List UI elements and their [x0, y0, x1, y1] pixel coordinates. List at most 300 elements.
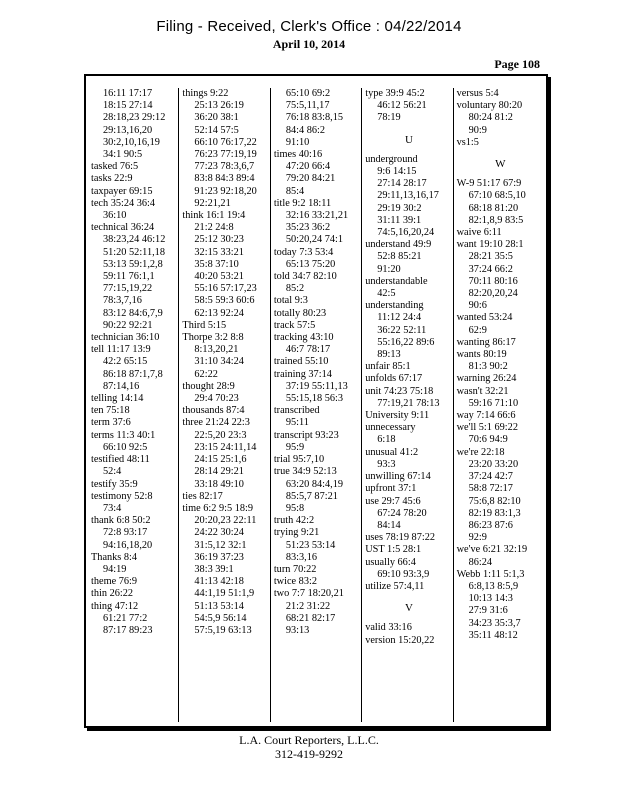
index-entry	[365, 532, 452, 544]
index-entry-line: taxpayer 69:15	[91, 185, 153, 197]
index-entry-refs: 29:19 30:2	[377, 202, 422, 214]
index-entry-line: Third 5:15	[182, 319, 227, 331]
index-entry	[182, 320, 269, 332]
index-entry	[182, 381, 269, 405]
index-entry-line: 65:10 69:2	[285, 88, 331, 99]
index-entry-line: Webb 1:11 5:1,3	[456, 568, 525, 580]
index-entry-refs: 51:13 53:14	[194, 600, 244, 612]
index-entry-refs: 8:13,20,21	[194, 344, 239, 356]
index-entry-refs: 6:8,13 8:5,9	[468, 580, 519, 592]
index-entry	[274, 430, 361, 454]
index-entry-refs: 91:10	[285, 136, 310, 148]
index-entry-line: tasks 22:9	[91, 173, 133, 185]
index-entry	[365, 635, 452, 647]
index-entry-line: warning 26:24	[456, 373, 517, 385]
index-columns	[88, 88, 544, 722]
index-entry	[457, 544, 544, 568]
index-entry	[274, 198, 361, 247]
index-entry-refs: 27:9 31:6	[468, 605, 508, 617]
index-entry	[457, 337, 544, 349]
index-entry-refs: 9:6 14:15	[377, 166, 417, 178]
index-entry-line: unwilling 67:14	[365, 471, 431, 483]
index-entry-refs: 52:14 57:5	[194, 124, 239, 136]
index-entry	[182, 210, 269, 320]
index-entry	[457, 447, 544, 545]
index-entry-line: telling 14:14	[91, 393, 144, 405]
index-entry-refs: 52:8 85:21	[377, 251, 422, 263]
index-entry	[182, 417, 269, 490]
index-entry	[91, 393, 178, 405]
index-entry	[182, 491, 269, 503]
index-entry-line: testified 48:11	[91, 454, 150, 466]
index-entry	[457, 137, 544, 149]
index-entry	[365, 544, 452, 556]
index-entry-refs: 91:23 92:18,20	[194, 185, 257, 197]
index-entry	[91, 405, 178, 417]
index-entry-refs: 85:5,7 87:21	[285, 490, 338, 502]
index-entry-refs: 83:3,16	[285, 551, 317, 563]
index-entry-line: unnecessary	[365, 422, 416, 434]
index-entry-line: total 9:3	[273, 295, 308, 307]
index-entry-line: want 19:10 28:1	[456, 239, 524, 251]
index-entry-refs: 82:19 83:1,3	[468, 507, 521, 519]
index-entry-refs: 41:13 42:18	[194, 576, 244, 588]
index-entry-refs: 38:3 39:1	[194, 563, 234, 575]
index-entry	[365, 300, 452, 361]
index-entry-refs: 29:13,16,20	[103, 124, 153, 136]
index-entry	[457, 178, 544, 227]
index-entry	[91, 161, 178, 173]
index-entry-line: Thanks 8:4	[91, 551, 138, 563]
index-entry	[457, 100, 544, 137]
index-entry-refs: 92:9	[468, 532, 487, 544]
index-entry	[91, 222, 178, 332]
index-entry-refs: 23:15 24:11,14	[194, 441, 257, 453]
index-entry-line: think 16:1 19:4	[182, 210, 246, 222]
index-entry-refs: 92:21,21	[194, 197, 231, 209]
index-entry-line: ten 75:18	[91, 405, 130, 417]
index-entry-line: transcript 93:23	[273, 429, 339, 441]
index-entry-line: things 9:22	[182, 88, 229, 99]
index-entry-line: way 7:14 66:6	[456, 410, 516, 422]
index-entry	[365, 88, 452, 125]
index-column	[270, 88, 361, 722]
index-entry-line: thing 47:12	[91, 600, 139, 612]
index-entry-line: three 21:24 22:3	[182, 417, 250, 429]
index-entry-line: true 34:9 52:13	[273, 466, 337, 478]
index-entry-refs: 80:24 81:2	[468, 112, 513, 124]
index-entry	[274, 564, 361, 576]
index-entry-line: training 37:14	[273, 368, 332, 380]
index-entry-refs: 68:18 81:20	[468, 202, 519, 214]
index-entry	[91, 186, 178, 198]
index-entry-refs: 59:16 71:10	[468, 397, 519, 409]
section-letter: W	[495, 158, 506, 171]
index-entry	[274, 576, 361, 588]
index-entry-line: wasn't 32:21	[456, 385, 509, 397]
index-entry-refs: 44:1,19 51:1,9	[194, 588, 255, 600]
index-entry-refs: 33:18 49:10	[194, 478, 244, 490]
index-column	[178, 88, 269, 722]
index-entry-refs: 87:17 89:23	[103, 624, 153, 636]
index-entry-refs: 46:12 56:21	[377, 100, 427, 112]
index-entry	[365, 373, 452, 385]
index-entry-line: wanting 86:17	[456, 336, 516, 348]
index-entry-refs: 93:3	[377, 458, 396, 470]
index-entry-line: thousands 87:4	[182, 405, 245, 417]
index-entry	[365, 496, 452, 533]
index-entry-refs: 32:16 33:21,21	[285, 210, 349, 222]
index-entry-line: tasked 76:5	[91, 161, 139, 173]
index-entry-line: told 34:7 82:10	[273, 271, 337, 283]
index-entry-refs: 46:7 78:17	[285, 344, 331, 356]
index-entry	[91, 588, 178, 600]
index-entry-refs: 42:5	[377, 288, 396, 300]
index-entry-refs: 53:13 59:1,2,8	[103, 258, 163, 270]
index-entry-refs: 82:20,20,24	[468, 288, 518, 300]
index-column	[361, 88, 452, 722]
index-entry	[457, 227, 544, 239]
index-entry-refs: 21:2 31:22	[285, 600, 331, 612]
index-entry	[274, 515, 361, 527]
index-entry-refs: 62:9	[468, 324, 487, 336]
index-entry	[274, 295, 361, 307]
section-letter: U	[404, 133, 413, 146]
index-column	[88, 88, 178, 722]
index-entry-refs: 66:10 76:17,22	[194, 136, 257, 148]
index-entry-refs: 63:20 84:4,19	[285, 478, 344, 490]
index-entry-refs: 90:6	[468, 300, 487, 312]
index-entry-line: two 7:7 18:20,21	[273, 588, 344, 600]
index-entry-line: title 9:2 18:11	[273, 197, 332, 209]
page-number: Page 108	[494, 57, 540, 71]
index-entry	[274, 454, 361, 466]
index-entry	[365, 581, 452, 593]
index-entry-refs: 55:15,18 56:3	[285, 393, 344, 405]
index-entry	[274, 356, 361, 368]
index-entry-refs: 83:12 84:6,7,9	[103, 307, 163, 319]
index-entry-refs: 28:21 35:5	[468, 251, 513, 263]
index-entry-refs: 51:23 53:14	[285, 539, 336, 551]
index-entry	[365, 276, 452, 300]
index-entry-refs: 61:21 77:2	[103, 612, 148, 624]
index-entry-line: totally 80:23	[273, 307, 327, 319]
index-entry-refs: 36:22 52:11	[377, 324, 427, 336]
index-entry-refs: 90:22 92:21	[103, 319, 153, 331]
index-entry-line: waive 6:11	[456, 227, 502, 239]
index-entry-line: University 9:11	[365, 410, 430, 422]
index-entry-refs: 34:23 35:3,7	[468, 617, 521, 629]
index-entry-line: valid 33:16	[365, 622, 412, 634]
index-entry-refs: 25:12 30:23	[194, 234, 244, 246]
index-entry-refs: 20:20,23 22:11	[194, 515, 257, 527]
index-column	[453, 88, 544, 722]
index-entry	[457, 239, 544, 312]
index-entry	[274, 320, 361, 332]
index-entry	[457, 386, 544, 410]
index-entry-line: type 39:9 45:2	[365, 88, 425, 99]
index-entry-refs: 52:4	[103, 466, 122, 478]
index-entry-refs: 85:2	[285, 283, 305, 295]
index-entry	[274, 405, 361, 429]
index-entry	[274, 308, 361, 320]
section-letter: V	[404, 602, 413, 615]
index-entry-refs: 77:19,21 78:13	[377, 397, 440, 409]
index-entry	[274, 527, 361, 564]
index-entry-line: ties 82:17	[182, 490, 223, 502]
index-entry	[91, 491, 178, 515]
index-entry-refs: 55:16 57:17,23	[194, 283, 257, 295]
index-entry-refs: 40:20 53:21	[194, 271, 244, 283]
index-entry-refs: 86:23 87:6	[468, 519, 513, 531]
index-entry-refs: 58:8 72:17	[468, 483, 513, 495]
index-entry	[91, 552, 178, 576]
index-entry	[457, 88, 544, 100]
index-entry	[365, 154, 452, 239]
index-entry	[274, 369, 361, 406]
index-entry-line: truth 42:2	[273, 515, 315, 527]
index-entry-refs: 62:22	[194, 368, 218, 380]
index-entry-line: understandable	[365, 275, 428, 287]
index-entry-line: trial 95:7,10	[273, 454, 325, 466]
index-entry-refs: 86:18 87:1,7,8	[103, 368, 163, 380]
index-entry-refs: 29:4 70:23	[194, 393, 239, 405]
index-entry-refs: 24:15 25:1,6	[194, 454, 247, 466]
index-entry-refs: 21:2 24:8	[194, 222, 234, 234]
index-entry-refs: 81:3 90:2	[468, 361, 508, 373]
index-entry-refs: 22:5,20 23:3	[194, 429, 247, 441]
index-entry-line: testify 35:9	[91, 478, 138, 490]
index-entry-refs: 78:19	[377, 112, 401, 124]
index-entry-line: versus 5:4	[456, 88, 499, 99]
index-entry-refs: 50:20,24 74:1	[285, 234, 344, 246]
index-entry-refs: 94:19	[103, 563, 127, 575]
index-entry-refs: 34:1 90:5	[103, 149, 143, 161]
index-entry-line: we're 22:18	[456, 446, 505, 458]
index-entry-refs: 31:5,12 32:1	[194, 539, 247, 551]
index-entry-refs: 84:14	[377, 519, 401, 531]
index-entry-line: trained 55:10	[273, 356, 329, 368]
index-entry	[365, 557, 452, 581]
index-entry-refs: 95:8	[285, 502, 305, 514]
index-entry-refs: 87:14,16	[103, 380, 140, 392]
index-entry-refs: 57:5,19 63:13	[194, 624, 252, 636]
index-entry-refs: 55:16,22 89:6	[377, 336, 435, 348]
index-entry-line: wants 80:19	[456, 349, 507, 361]
index-entry-refs: 51:20 52:11,18	[103, 246, 165, 258]
index-entry-refs: 42:2 65:15	[103, 356, 148, 368]
index-entry-line: tell 11:17 13:9	[91, 344, 151, 356]
index-entry-refs: 93:13	[285, 624, 310, 636]
index-entry-line: technician 36:10	[91, 332, 160, 344]
index-entry	[457, 373, 544, 385]
index-entry-refs: 38:23,24 46:12	[103, 234, 166, 246]
index-entry-line: terms 11:3 40:1	[91, 429, 156, 441]
index-entry-refs: 73:4	[103, 502, 122, 514]
index-entry	[457, 569, 544, 642]
index-entry-line: thin 26:22	[91, 588, 134, 600]
index-entry	[182, 405, 269, 417]
index-entry-line: Thorpe 3:2 8:8	[182, 332, 244, 344]
index-entry-refs: 24:22 30:24	[194, 527, 244, 539]
index-entry	[274, 588, 361, 637]
index-entry-refs: 29:11,13,16,17	[377, 190, 439, 202]
index-entry-line: upfront 37:1	[365, 483, 417, 495]
index-entry-refs: 78:3,7,16	[103, 295, 142, 307]
index-entry-line: voluntary 80:20	[456, 100, 523, 112]
index-entry	[274, 247, 361, 271]
index-entry	[91, 88, 178, 161]
index-entry-refs: 28:18,23 29:12	[103, 112, 166, 124]
index-entry-refs: 10:13 14:3	[468, 593, 513, 605]
index-entry	[274, 149, 361, 198]
index-entry-refs: 11:12 24:4	[377, 312, 422, 324]
index-entry	[457, 349, 544, 373]
index-entry	[182, 503, 269, 637]
index-entry-line: times 40:16	[273, 149, 323, 161]
index-entry	[91, 417, 178, 429]
index-entry-line: use 29:7 45:6	[365, 495, 421, 507]
index-entry	[274, 466, 361, 515]
index-entry-line: 16:11 17:17	[103, 88, 153, 99]
index-entry-refs: 77:23 78:3,6,7	[194, 161, 255, 173]
index-entry-line: today 7:3 53:4	[273, 246, 334, 258]
index-entry-line: term 37:6	[91, 417, 131, 429]
index-entry-refs: 75:5,11,17	[285, 100, 330, 112]
index-entry	[91, 173, 178, 185]
index-entry-refs: 59:11 76:1,1	[103, 271, 155, 283]
index-entry-line: utilize 57:4,11	[365, 580, 425, 592]
index-entry	[457, 422, 544, 446]
index-entry-line: understanding	[365, 300, 424, 312]
index-entry-line: unfair 85:1	[365, 361, 411, 373]
index-entry-line: unfolds 67:17	[365, 373, 423, 385]
index-entry	[365, 471, 452, 483]
index-entry	[91, 515, 178, 552]
index-entry-refs: 23:20 33:20	[468, 458, 519, 470]
index-entry-refs: 62:13 92:24	[194, 307, 244, 319]
index-entry-line: technical 36:24	[91, 222, 155, 234]
index-entry-line: underground	[365, 153, 418, 165]
index-entry-refs: 67:24 78:20	[377, 507, 427, 519]
index-entry-refs: 47:20 66:4	[285, 161, 331, 173]
index-entry	[365, 622, 452, 634]
index-entry	[274, 332, 361, 356]
index-entry-line: unusual 41:2	[365, 446, 419, 458]
index-entry	[365, 361, 452, 373]
index-entry-refs: 95:11	[285, 417, 309, 429]
index-entry-line: understand 49:9	[365, 239, 432, 251]
index-entry-line: testimony 52:8	[91, 490, 153, 502]
index-entry-refs: 37:24 66:2	[468, 263, 513, 275]
index-entry	[365, 239, 452, 276]
index-entry-refs: 95:9	[285, 441, 305, 453]
index-entry	[91, 332, 178, 344]
index-entry-refs: 36:20 38:1	[194, 112, 239, 124]
index-entry-refs: 91:20	[377, 263, 401, 275]
index-entry-line: trying 9:21	[273, 527, 320, 539]
index-entry-refs: 86:24	[468, 556, 493, 568]
index-entry	[91, 479, 178, 491]
index-entry-refs: 70:11 80:16	[468, 275, 518, 287]
index-entry-line: wanted 53:24	[456, 312, 513, 324]
index-entry-refs: 31:10 34:24	[194, 356, 244, 368]
index-entry	[91, 198, 178, 222]
index-entry-refs: 36:10	[103, 210, 127, 222]
index-entry-line: we'll 5:1 69:22	[456, 422, 518, 434]
index-entry	[91, 576, 178, 588]
index-entry-line: W-9 51:17 67:9	[456, 178, 522, 190]
index-entry-refs: 65:13 75:20	[285, 258, 336, 270]
index-entry-refs: 31:11 39:1	[377, 214, 422, 226]
index-entry	[365, 447, 452, 471]
index-entry-refs: 30:2,10,16,19	[103, 136, 160, 148]
index-entry-refs: 82:1,8,9 83:5	[468, 214, 524, 226]
index-entry-refs: 76:18 83:8,15	[285, 112, 344, 124]
index-entry-refs: 27:14 28:17	[377, 178, 427, 190]
index-entry-refs: 74:5,16,20,24	[377, 227, 435, 239]
index-entry-refs: 35:11 48:12	[468, 629, 518, 641]
index-entry-refs: 84:4 86:2	[285, 124, 325, 136]
index-entry	[365, 483, 452, 495]
index-entry-refs: 89:13	[377, 349, 401, 361]
index-entry	[274, 88, 361, 149]
index-entry	[365, 386, 452, 410]
index-entry-line: thank 6:8 50:2	[91, 515, 151, 527]
index-entry-refs: 83:8 84:3 89:4	[194, 173, 255, 185]
index-entry	[182, 332, 269, 381]
index-entry-line: UST 1:5 28:1	[365, 544, 422, 556]
court-reporter-phone: 312-419-9292	[275, 747, 343, 761]
index-entry	[365, 410, 452, 422]
index-entry	[91, 454, 178, 478]
index-entry	[457, 312, 544, 336]
index-panel	[84, 74, 548, 728]
index-entry-line: version 15:20,22	[365, 634, 435, 646]
index-entry-refs: 67:10 68:5,10	[468, 190, 526, 202]
index-entry-refs: 66:10 92:5	[103, 441, 148, 453]
index-entry	[91, 430, 178, 454]
index-entry-refs: 69:10 93:3,9	[377, 568, 430, 580]
index-entry	[365, 422, 452, 446]
index-entry-refs: 36:19 37:23	[194, 551, 244, 563]
index-entry-refs: 6:18	[377, 434, 396, 446]
index-entry-line: turn 70:22	[273, 563, 317, 575]
index-entry-line: unit 74:23 75:18	[365, 385, 434, 397]
index-entry-refs: 25:13 26:19	[194, 100, 244, 112]
index-entry	[182, 88, 269, 210]
index-entry-line: time 6:2 9:5 18:9	[182, 502, 254, 514]
filing-stamp: Filing - Received, Clerk's Office : 04/22/2014	[156, 18, 462, 35]
index-entry-refs: 35:8 37:10	[194, 258, 239, 270]
index-entry-refs: 68:21 82:17	[285, 612, 336, 624]
index-entry-refs: 72:8 93:17	[103, 527, 148, 539]
deposition-date: April 10, 2014	[272, 37, 346, 51]
index-entry-line: uses 78:19 87:22	[365, 532, 436, 544]
index-entry-refs: 94:16,18,20	[103, 539, 153, 551]
index-entry-line: theme 76:9	[91, 576, 138, 588]
index-entry-line: thought 28:9	[182, 380, 235, 392]
index-entry-line: twice 83:2	[273, 576, 317, 588]
index-entry	[274, 271, 361, 295]
index-entry	[91, 344, 178, 393]
index-entry-line: vs1:5	[456, 136, 479, 148]
court-reporter-name: L.A. Court Reporters, L.L.C.	[239, 733, 379, 747]
index-entry-refs: 35:23 36:2	[285, 222, 331, 234]
index-entry-line: usually 66:4	[365, 556, 416, 568]
index-entry-line: tech 35:24 36:4	[91, 197, 156, 209]
index-entry-refs: 54:5,9 56:14	[194, 612, 247, 624]
